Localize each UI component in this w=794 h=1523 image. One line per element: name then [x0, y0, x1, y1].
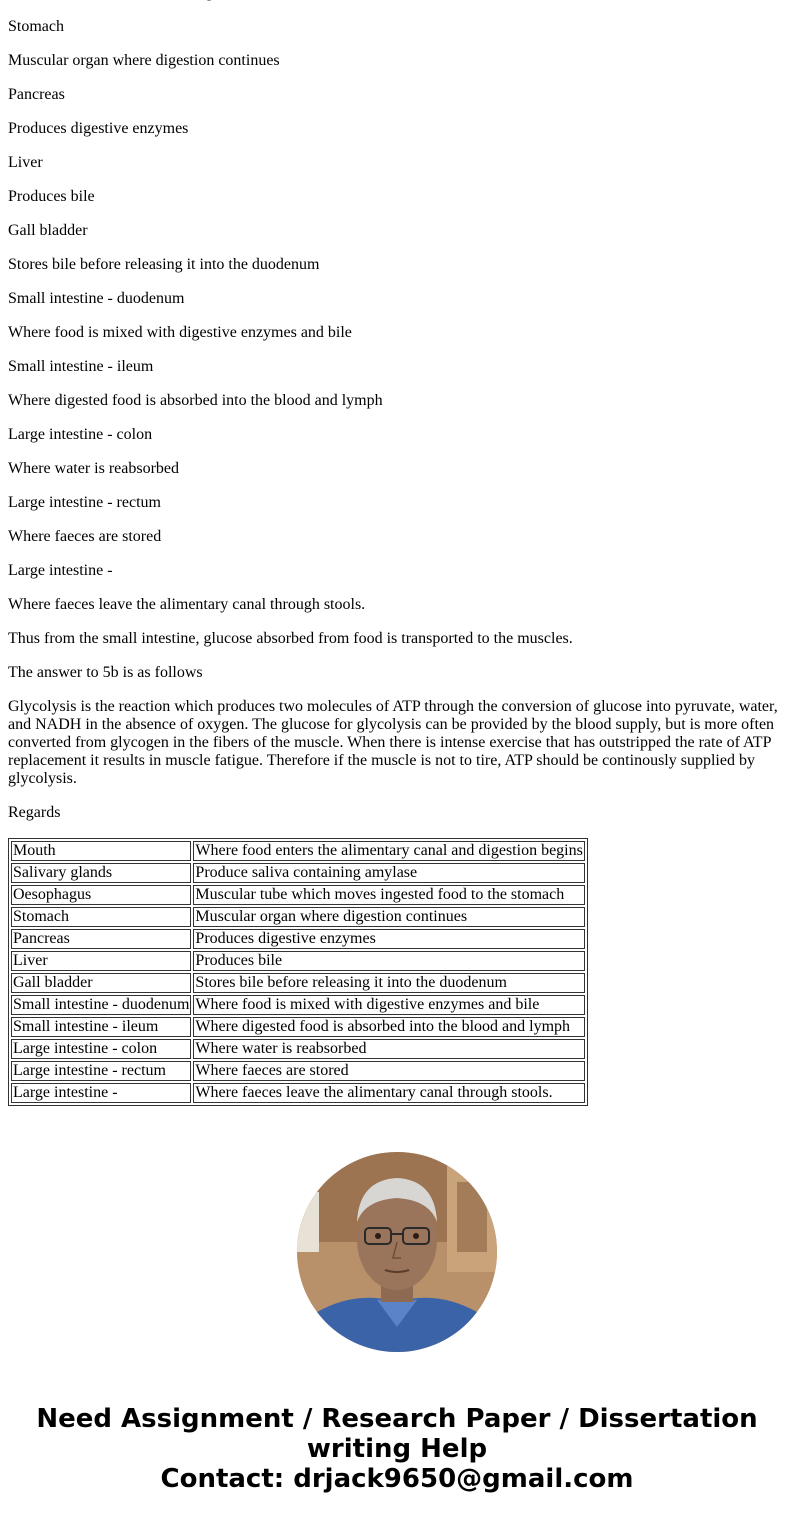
organ-cell: Small intestine - duodenum [13, 996, 190, 1013]
function-cell: Where water is reabsorbed [193, 1039, 584, 1059]
cta-contact-email[interactable]: Contact: drjack9650@gmail.com [160, 1464, 634, 1494]
organ-cell: Oesophagus [11, 885, 191, 905]
paragraph: Where faeces leave the alimentary canal through stools. [8, 596, 366, 613]
paragraph: Pancreas [8, 86, 65, 103]
table-row [11, 1017, 585, 1037]
paragraph: Liver [8, 154, 43, 171]
function-cell: Produces digestive enzymes [193, 929, 584, 949]
paragraph: Glycolysis is the reaction which produces two molecules of ATP through the conversion of glucose into pyruvate, water, and NADH in the absence of oxygen. The glucose for glycolysis can be provided by the blood supply, but is more often converted from glycogen in the fibers of the muscle. When there is intense exercise that has outstripped the rate of ATP replacement it results in muscle fatigue. Therefore if the muscle is not to tire, ATP should be continously supplied by glycolysis. [8, 698, 778, 787]
table-row [11, 1039, 585, 1059]
function-cell: Muscular organ where digestion continues [193, 907, 584, 927]
organ-cell: Large intestine - [11, 1083, 191, 1103]
paragraph: Where digested food is absorbed into the blood and lymph [8, 392, 383, 409]
paragraph: Muscular organ where digestion continues [8, 52, 280, 69]
organ-cell: Pancreas [11, 929, 191, 949]
paragraph: Large intestine - [8, 562, 113, 579]
organ-cell: Large intestine - colon [11, 1039, 191, 1059]
table-row [11, 1083, 585, 1103]
organ-cell: Liver [11, 951, 191, 971]
function-cell: Muscular tube which moves ingested food to the stomach [193, 885, 584, 905]
paragraph: Where food is mixed with digestive enzymes and bile [8, 324, 352, 341]
paragraph: Stores bile before releasing it into the duodenum [8, 256, 320, 273]
paragraph [8, 0, 786, 2]
organ-cell: Mouth [11, 841, 191, 861]
function-cell: Stores bile before releasing it into the duodenum [193, 973, 584, 993]
organ-cell: Small intestine - ileum [11, 1017, 191, 1037]
organ-cell: Large intestine - rectum [11, 1061, 191, 1081]
function-cell: Produce saliva containing amylase [193, 863, 584, 883]
digestive-organs-table [8, 838, 588, 1106]
paragraph: Large intestine - rectum [8, 494, 161, 511]
cta-line-2: writing Help [306, 1434, 488, 1464]
table-row [11, 841, 585, 861]
paragraph: Thus from the small intestine, glucose absorbed from food is transported to the muscles. [8, 630, 573, 647]
avatar [297, 1152, 497, 1352]
table-row [11, 907, 585, 927]
document-body [8, 0, 786, 1106]
contact-banner [0, 1404, 794, 1494]
function-cell: Where food is mixed with digestive enzymes and bile [193, 995, 584, 1015]
table-row [11, 863, 585, 883]
paragraph: Stomach [8, 18, 64, 35]
paragraph: Gall bladder [8, 222, 88, 239]
function-cell: Where faeces are stored [193, 1061, 584, 1081]
organ-cell: Stomach [11, 907, 191, 927]
table-row [11, 995, 585, 1015]
paragraph: Small intestine - duodenum [8, 290, 185, 307]
paragraph: Where faeces are stored [8, 528, 162, 545]
table-row [11, 1061, 585, 1081]
paragraph: Produces bile [8, 188, 95, 205]
paragraph: Large intestine - colon [8, 426, 153, 443]
paragraph: Regards [8, 804, 61, 821]
table-row [11, 951, 585, 971]
paragraph: The answer to 5b is as follows [8, 664, 203, 681]
organ-cell: Salivary glands [11, 863, 191, 883]
organ-cell: Gall bladder [11, 973, 191, 993]
answer-paragraphs [8, 0, 786, 822]
paragraph: Where water is reabsorbed [8, 460, 180, 477]
table-row [11, 885, 585, 905]
function-cell: Produces bile [193, 951, 584, 971]
function-cell: Where faeces leave the alimentary canal through stools. [193, 1083, 584, 1103]
table-row [11, 929, 585, 949]
function-cell: Where digested food is absorbed into the blood and lymph [193, 1017, 584, 1037]
avatar-photo [297, 1152, 497, 1352]
function-cell: Where food enters the alimentary canal and digestion begins [195, 842, 583, 859]
table-row [11, 973, 585, 993]
paragraph: Produces digestive enzymes [8, 120, 189, 137]
cta-line-1: Need Assignment / Research Paper / Dissertation [36, 1404, 758, 1434]
paragraph: Small intestine - ileum [8, 358, 154, 375]
